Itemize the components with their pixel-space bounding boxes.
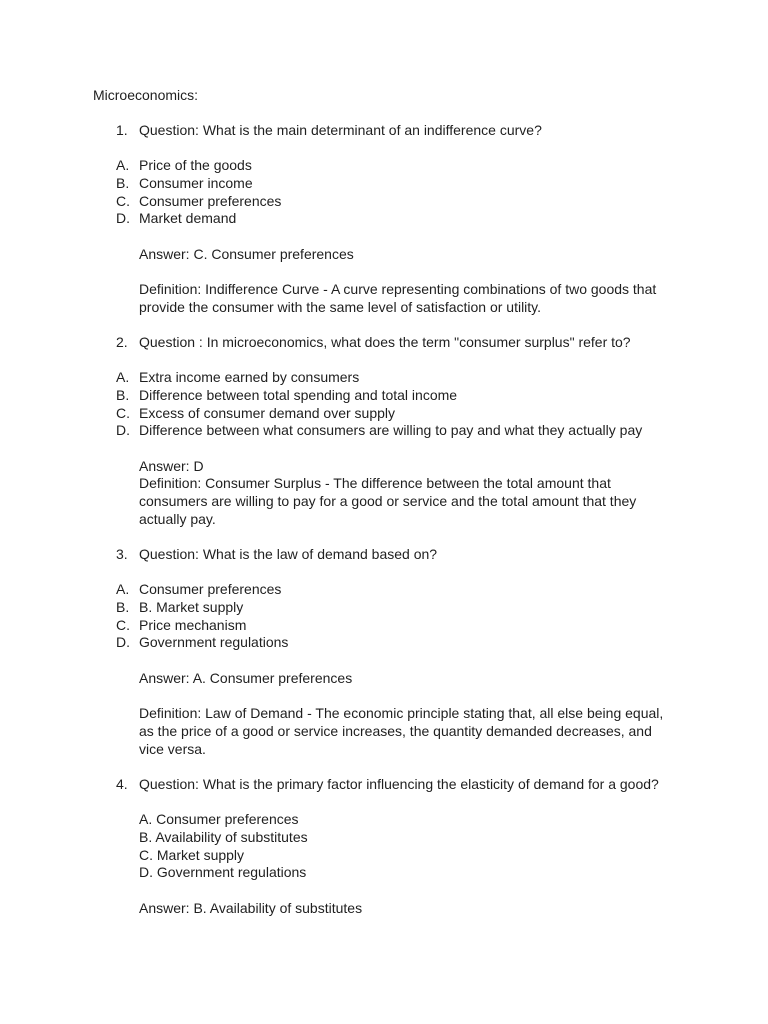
answer-text: Answer: A. Consumer preferences (139, 670, 353, 686)
option-letter: D. (116, 210, 130, 226)
option-text: Extra income earned by consumers (139, 369, 360, 385)
definition-line: provide the consumer with the same level of satisfaction or utility. (139, 299, 542, 315)
definition-line: vice versa. (139, 741, 206, 757)
option-text: A. Consumer preferences (139, 811, 299, 827)
option-text: Consumer preferences (139, 581, 282, 597)
definition-line: consumers are willing to pay for a good or service and the total amount that they (139, 493, 637, 509)
option-letter: D. (116, 634, 130, 650)
option-letter: B. (116, 387, 130, 403)
option-letter: C. (116, 193, 130, 209)
option-letter: B. (116, 599, 130, 615)
option-text: Consumer preferences (139, 193, 282, 209)
option-text: Government regulations (139, 634, 289, 650)
definition-line: Definition: Consumer Surplus - The difference between the total amount that (139, 475, 611, 491)
document-heading: Microeconomics: (93, 87, 199, 103)
definition-line: Definition: Law of Demand - The economic principle stating that, all else being equal, (139, 705, 664, 721)
question-text: Question: What is the main determinant of an indifference curve? (139, 122, 542, 138)
option-letter: B. (116, 175, 130, 191)
option-text: B. Availability of substitutes (139, 829, 308, 845)
option-text: D. Government regulations (139, 864, 307, 880)
question-number: 1. (116, 122, 128, 138)
option-text: Price mechanism (139, 617, 247, 633)
answer-text: Answer: C. Consumer preferences (139, 246, 354, 262)
option-letter: C. (116, 405, 130, 421)
definition-line: Definition: Indifference Curve - A curve representing combinations of two goods that (139, 281, 657, 297)
definition-line: actually pay. (139, 511, 216, 527)
option-letter: A. (116, 369, 130, 385)
question-number: 4. (116, 776, 128, 792)
option-text: Difference between what consumers are willing to pay and what they actually pay (139, 422, 643, 438)
option-letter: C. (116, 617, 130, 633)
option-text: Difference between total spending and total income (139, 387, 458, 403)
option-text: Consumer income (139, 175, 253, 191)
question-text: Question: What is the law of demand based on? (139, 546, 438, 562)
question-text: Question: What is the primary factor influencing the elasticity of demand for a good? (139, 776, 659, 792)
option-letter: A. (116, 581, 130, 597)
option-text: Price of the goods (139, 157, 252, 173)
definition-line: as the price of a good or service increases, the quantity demanded decreases, and (139, 723, 652, 739)
option-text: C. Market supply (139, 847, 245, 863)
option-text: B. Market supply (139, 599, 244, 615)
answer-text: Answer: D (139, 458, 204, 474)
option-text: Market demand (139, 210, 237, 226)
option-letter: D. (116, 422, 130, 438)
option-letter: A. (116, 157, 130, 173)
question-number: 3. (116, 546, 128, 562)
question-number: 2. (116, 334, 128, 350)
answer-text: Answer: B. Availability of substitutes (139, 900, 363, 916)
question-text: Question : In microeconomics, what does the term "consumer surplus" refer to? (139, 334, 631, 350)
option-text: Excess of consumer demand over supply (139, 405, 396, 421)
